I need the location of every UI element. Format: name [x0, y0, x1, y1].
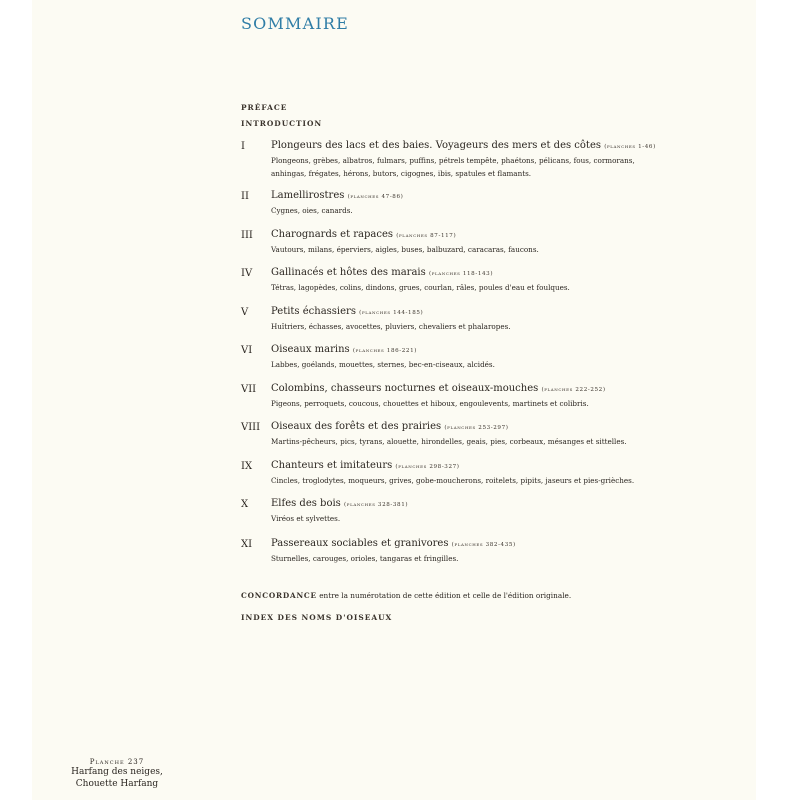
- chapter-number: V: [241, 307, 249, 318]
- chapter-plates: (planches 298-327): [395, 464, 460, 470]
- chapter-title-line: [271, 460, 460, 471]
- chapter-title-line: [271, 267, 493, 278]
- chapter-title: Oiseaux des forêts et des prairies: [271, 421, 442, 432]
- caption-line: Chouette Harfang: [75, 779, 159, 789]
- chapter-description: Plongeons, grèbes, albatros, fulmars, puffins, pétrels tempête, phaétons, pélicans, fous, cormorans, anhingas, frégates, hérons, butors, cigognes, ibis, spatules et flamants.: [271, 156, 635, 178]
- chapter-number: IX: [241, 461, 253, 472]
- chapter-title-line: [271, 344, 417, 355]
- chapter-description: Cygnes, oies, canards.: [271, 206, 353, 215]
- chapter-title-line: [271, 229, 456, 240]
- chapter-title-line: [271, 421, 509, 432]
- introduction-entry: INTRODUCTION: [241, 119, 323, 128]
- chapter-description: Vautours, milans, éperviers, aigles, buses, balbuzard, caracaras, faucons.: [271, 245, 539, 254]
- chapter-title: Passereaux sociables et granivores: [271, 538, 449, 549]
- chapter-plates: (planches 87-117): [396, 233, 457, 239]
- chapter-number: VIII: [241, 422, 261, 433]
- caption-plate-number: Planche 237: [89, 758, 145, 766]
- preface-entry: PRÉFACE: [241, 103, 288, 112]
- chapter-title-line: [271, 538, 516, 549]
- caption-line: Harfang des neiges,: [71, 767, 163, 777]
- chapter-description: Viréos et sylvettes.: [271, 514, 341, 523]
- chapter-number: VII: [241, 384, 257, 395]
- chapter-description: Sturnelles, carouges, orioles, tangaras et fringilles.: [271, 554, 459, 563]
- chapter-description: Labbes, goélands, mouettes, sternes, bec-en-ciseaux, alcidés.: [271, 360, 495, 369]
- chapter-number: IV: [241, 268, 253, 279]
- chapter-plates: (planches 328-381): [344, 502, 409, 508]
- chapter-number: I: [241, 141, 245, 152]
- concordance-text: entre la numérotation de cette édition et celle de l'édition originale.: [319, 591, 572, 600]
- chapter-title: Oiseaux marins: [271, 344, 350, 355]
- chapter-plates: (planches 186-221): [352, 348, 418, 354]
- chapter-number: X: [241, 499, 249, 510]
- chapter-title: Lamellirostres: [271, 190, 345, 201]
- concordance-entry: [241, 591, 571, 600]
- chapter-number: VI: [241, 345, 253, 356]
- chapter-description: Pigeons, perroquets, coucous, chouettes et hiboux, engoulevents, martinets et colibris.: [271, 399, 589, 408]
- chapter-plates: (planches 1-46): [604, 144, 656, 150]
- chapter-title: Plongeurs des lacs et des baies. Voyageurs des mers et des côtes: [271, 140, 601, 151]
- chapter-title-line: [271, 190, 403, 201]
- concordance-label: CONCORDANCE: [241, 591, 317, 600]
- chapter-title-line: [271, 383, 606, 394]
- chapter-description: Martins-pêcheurs, pics, tyrans, alouette, hirondelles, geais, pies, corbeaux, mésanges et sittelles.: [271, 437, 627, 446]
- chapter-title: Elfes des bois: [271, 498, 341, 509]
- chapter-title: Colombins, chasseurs nocturnes et oiseaux-mouches: [271, 383, 539, 394]
- chapter-number: III: [241, 230, 253, 241]
- chapter-plates: (planches 382-435): [451, 542, 516, 548]
- chapter-title: Charognards et rapaces: [271, 229, 394, 240]
- chapter-description: Tétras, lagopèdes, colins, dindons, grues, courlan, râles, poules d'eau et foulques.: [271, 283, 570, 292]
- chapter-title-line: [271, 306, 423, 317]
- chapter-number: II: [241, 191, 249, 202]
- chapter-plates: (planches 253-297): [444, 425, 509, 431]
- chapter-plates: (planches 47-86): [347, 194, 404, 200]
- chapter-title-line: [271, 498, 408, 509]
- chapter-description: Huîtriers, échasses, avocettes, pluviers, chevaliers et phalaropes.: [271, 322, 511, 331]
- chapter-plates: (planches 222-252): [541, 387, 606, 393]
- index-entry: INDEX DES NOMS D'OISEAUX: [241, 613, 393, 622]
- chapter-description: Cincles, troglodytes, moqueurs, grives, gobe-moucherons, roitelets, pipits, jaseurs et pies-grièches.: [271, 476, 635, 485]
- chapter-plates: (planches 144-185): [359, 310, 424, 316]
- chapter-title: Chanteurs et imitateurs: [271, 460, 393, 471]
- chapter-plates: (planches 118-143): [428, 271, 494, 277]
- chapter-number: XI: [241, 539, 253, 550]
- chapter-title: Petits échassiers: [271, 306, 356, 317]
- chapter-title-line: [271, 140, 656, 151]
- page-title: SOMMAIRE: [241, 14, 350, 33]
- plate-caption: [62, 758, 172, 790]
- chapter-title: Gallinacés et hôtes des marais: [271, 267, 426, 278]
